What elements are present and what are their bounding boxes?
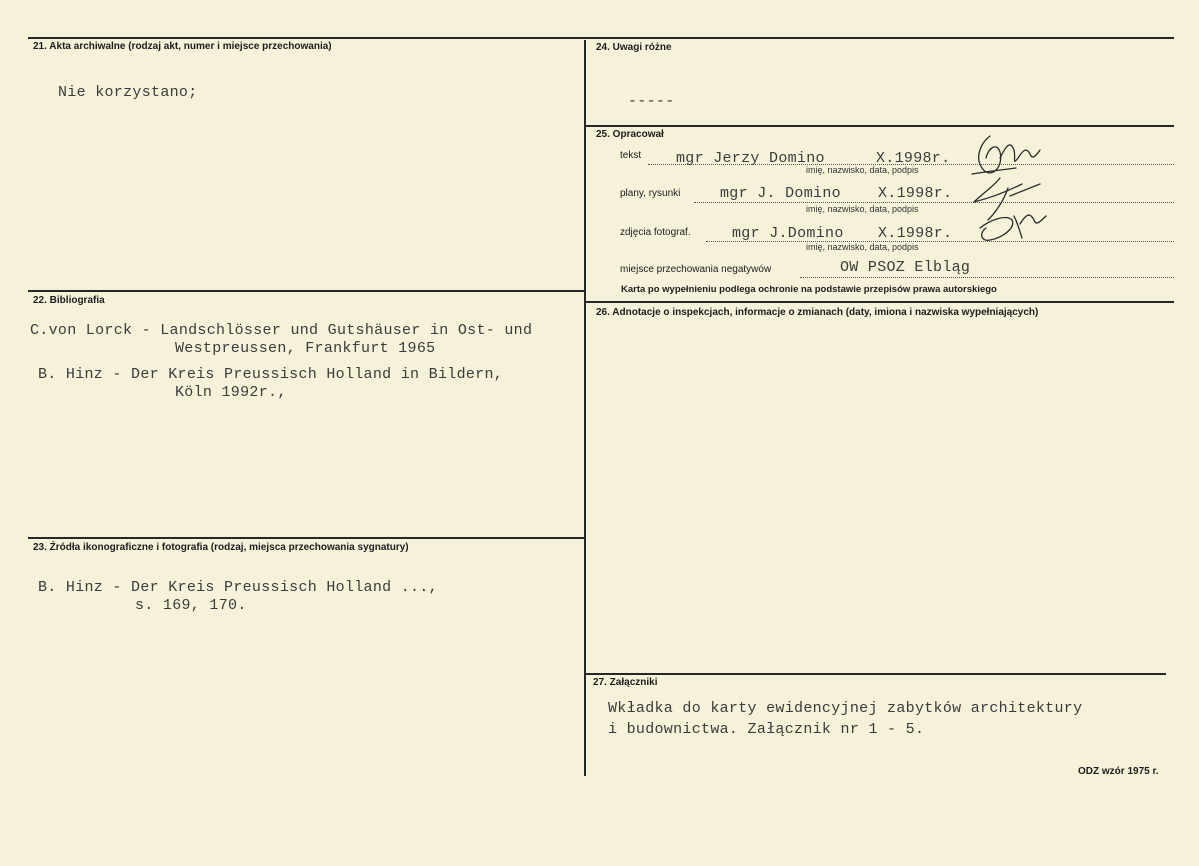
zdjecia-date: X.1998r.: [878, 225, 953, 242]
copyright-notice: Karta po wypełnieniu podlega ochronie na podstawie przepisów prawa autorskiego: [621, 284, 997, 295]
rule-24-25: [586, 125, 1174, 127]
iconography-line: B. Hinz - Der Kreis Preussisch Holland ...,: [38, 579, 438, 596]
bibliography-line: Westpreussen, Frankfurt 1965: [175, 340, 436, 357]
tekst-date: X.1998r.: [876, 150, 951, 167]
iconography-line: s. 169, 170.: [135, 597, 247, 614]
tekst-sublabel: imię, nazwisko, data, podpis: [806, 165, 919, 175]
rule-25-26: [586, 301, 1174, 303]
plany-date: X.1998r.: [878, 185, 953, 202]
top-rule: [28, 37, 1174, 39]
section-24-text: -----: [628, 93, 675, 110]
tekst-author: mgr Jerzy Domino: [676, 150, 825, 167]
bibliography-line: Köln 1992r.,: [175, 384, 287, 401]
negatywy-label: miejsce przechowania negatywów: [620, 264, 772, 275]
section-25-label: 25. Opracował: [596, 129, 664, 140]
tekst-label: tekst: [620, 150, 642, 161]
rule-22-23: [28, 537, 584, 539]
section-26-label: 26. Adnotacje o inspekcjach, informacje o zmianach (daty, imiona i nazwiska wypełniających): [596, 307, 1039, 318]
section-22-label: 22. Bibliografia: [33, 295, 105, 306]
negatywy-dotted-line: [800, 277, 1174, 278]
negatywy-location: OW PSOZ Elbląg: [840, 259, 971, 276]
section-27-label: 27. Załączniki: [593, 677, 658, 688]
section-24-label: 24. Uwagi różne: [596, 42, 672, 53]
attachments-line: Wkładka do karty ewidencyjnej zabytków architektury: [608, 700, 1083, 717]
plany-author: mgr J. Domino: [720, 185, 841, 202]
attachments-line: i budownictwa. Załącznik nr 1 - 5.: [608, 721, 925, 738]
plany-sublabel: imię, nazwisko, data, podpis: [806, 204, 919, 214]
zdjecia-label: zdjęcia fotograf.: [620, 227, 691, 238]
center-divider: [584, 40, 586, 776]
plany-label: plany, rysunki: [620, 188, 681, 199]
bibliography-line: B. Hinz - Der Kreis Preussisch Holland in Bildern,: [38, 366, 504, 383]
rule-21-22: [28, 290, 584, 292]
handwritten-signature: [960, 128, 1060, 258]
section-23-label: 23. Źródła ikonograficzne i fotografia (rodzaj, miejsca przechowania sygnatury): [33, 542, 409, 553]
zdjecia-author: mgr J.Domino: [732, 225, 844, 242]
form-version-footer: ODZ wzór 1975 r.: [1078, 766, 1159, 777]
section-21-label: 21. Akta archiwalne (rodzaj akt, numer i miejsce przechowania): [33, 41, 332, 52]
rule-26-27: [586, 673, 1166, 675]
section-21-text: Nie korzystano;: [58, 84, 198, 101]
plany-dotted-line: [694, 202, 1174, 203]
bibliography-line: C.von Lorck - Landschlösser und Gutshäuser in Ost- und: [30, 322, 533, 339]
zdjecia-sublabel: imię, nazwisko, data, podpis: [806, 242, 919, 252]
